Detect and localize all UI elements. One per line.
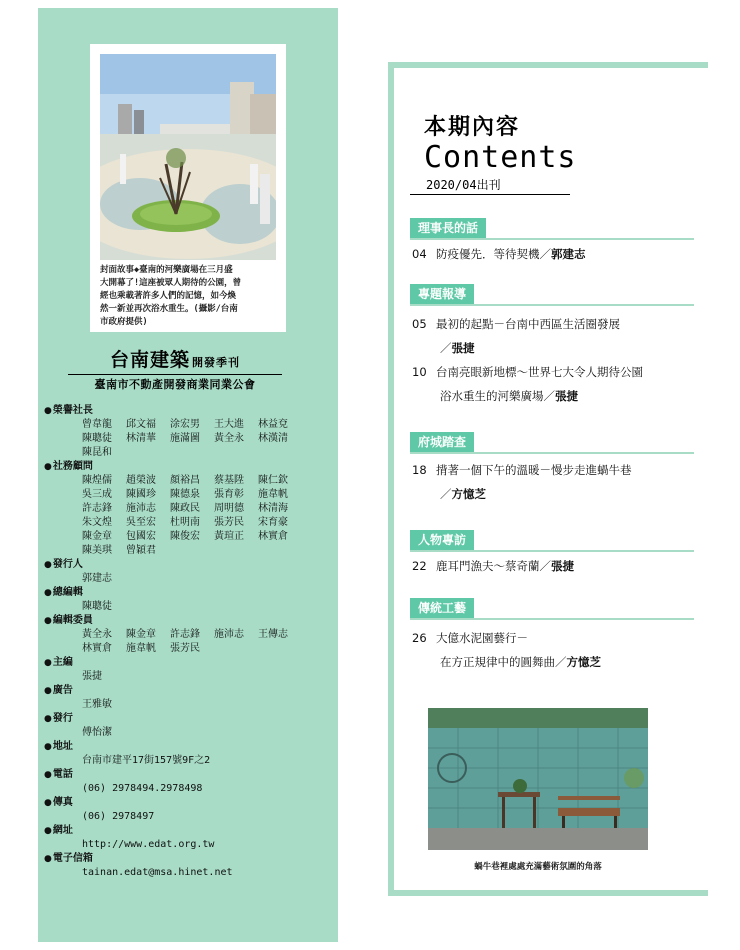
staff-name: 林實倉	[82, 643, 112, 654]
toc-entry[interactable]	[412, 630, 528, 646]
section-tag: 府城踏查	[410, 432, 474, 452]
staff-role: ● 發行人	[44, 558, 294, 572]
staff-name: 許志鋒	[82, 503, 112, 514]
entry-author: 張捷	[555, 389, 578, 403]
staff-list	[44, 404, 294, 880]
toc-entry[interactable]	[412, 462, 632, 478]
staff-name: 朱文煌	[82, 517, 112, 528]
cover-caption: 封面故事◆臺南的河樂廣場在三月盛 大開幕了!這座被眾人期待的公園，曾 經也乘載著許多人們的記憶，如今煥 然一新並再次浴水重生。(攝影/台南 市政府提供)	[100, 265, 242, 327]
page-number: 10	[412, 365, 427, 379]
staff-names	[44, 474, 294, 558]
contents-title-zh: 本期內容	[424, 115, 521, 140]
section-divider	[410, 304, 694, 306]
section-divider	[410, 238, 694, 240]
entry-title: 鹿耳門漁夫～蔡奇蘭／	[436, 559, 551, 573]
staff-name: 顏裕昌	[170, 475, 200, 486]
section-tag: 理事長的話	[410, 218, 486, 238]
staff-name: 王雅敏	[82, 699, 112, 710]
staff-name: 陳昆和	[82, 447, 112, 458]
cover-photo-frame	[90, 44, 286, 332]
staff-name: 林益兗	[258, 419, 288, 430]
staff-name: 陳國珍	[126, 489, 156, 500]
magazine-title-text: 台南建築	[109, 349, 190, 371]
fax-value: (06) 2978497	[82, 811, 155, 822]
alley-photo-caption: 蝸牛巷裡處處充滿藝術氛圍的角落	[474, 862, 602, 872]
toc-entry[interactable]	[412, 364, 643, 380]
staff-name: 曾穎君	[126, 545, 156, 556]
staff-names	[44, 572, 294, 586]
section-divider	[410, 452, 694, 454]
entry-author: 張捷	[451, 341, 475, 355]
staff-name: 曾韋龍	[82, 419, 112, 430]
address-value: 台南市建平17街157號9F之2	[82, 755, 211, 766]
contact-role: ● 電子信箱	[44, 852, 294, 866]
staff-name: 黃全永	[214, 433, 244, 444]
staff-names	[44, 628, 294, 656]
staff-name: 施沛志	[126, 503, 156, 514]
entry-title: 大億水泥園藝行－	[436, 631, 528, 645]
staff-name: 宋育豪	[258, 517, 288, 528]
page-number: 26	[412, 631, 427, 645]
staff-name: 蔡基陞	[214, 475, 244, 486]
page-number: 18	[412, 463, 427, 477]
staff-name: 施韋帆	[258, 489, 288, 500]
staff-role: ● 主編	[44, 656, 294, 670]
staff-name: 陳仁欽	[258, 475, 288, 486]
staff-role: ● 社務顧問	[44, 460, 294, 474]
staff-name: 陳聰徒	[82, 601, 112, 612]
entry-subtitle: 在方正規律中的圓舞曲／	[440, 655, 567, 669]
staff-name: 陳政民	[170, 503, 200, 514]
section-tag: 人物專訪	[410, 530, 474, 550]
entry-author: 方憶芝	[451, 487, 486, 501]
staff-name: 趙榮波	[126, 475, 156, 486]
staff-names	[44, 726, 294, 740]
staff-name: 施韋帆	[126, 643, 156, 654]
association-name: 臺南市不動產開發商業同業公會	[94, 378, 256, 391]
contents-panel	[388, 62, 708, 896]
staff-name: 林清華	[126, 433, 156, 444]
staff-name: 黃瑄正	[214, 531, 244, 542]
staff-name: 陳金章	[82, 531, 112, 542]
staff-name: 陳煌儒	[82, 475, 112, 486]
staff-name: 林漢清	[258, 433, 288, 444]
toc-entry[interactable]	[412, 558, 574, 574]
staff-names	[44, 698, 294, 712]
staff-role: ● 編輯委員	[44, 614, 294, 628]
email-link[interactable]: tainan.edat@msa.hinet.net	[82, 867, 233, 878]
staff-name: 包國宏	[126, 531, 156, 542]
staff-name: 張芳民	[214, 517, 244, 528]
entry-author: 方憶芝	[566, 655, 601, 669]
alley-photo	[428, 708, 648, 850]
entry-subtitle: 浴水重生的河樂廣場／	[440, 389, 555, 403]
staff-name: 黃全永	[82, 629, 112, 640]
entry-title: 最初的起點－台南中西區生活圈發展	[436, 317, 620, 331]
staff-name: 施沛志	[214, 629, 244, 640]
staff-name: 陳美琪	[82, 545, 112, 556]
section-tag: 傳統工藝	[410, 598, 474, 618]
entry-title: 台南亮眼新地標～世界七大令人期待公園	[436, 365, 643, 379]
staff-name: 傅怡潔	[82, 727, 112, 738]
staff-name: 陳聰徒	[82, 433, 112, 444]
entry-slash: ／	[440, 487, 452, 501]
staff-role: ● 總編輯	[44, 586, 294, 600]
page-number: 22	[412, 559, 427, 573]
staff-name: 張育彰	[214, 489, 244, 500]
contact-role: ● 地址	[44, 740, 294, 754]
contact-role: ● 電話	[44, 768, 294, 782]
masthead-divider	[68, 374, 282, 375]
staff-name: 林清海	[258, 503, 288, 514]
phone-value: (06) 2978494.2978498	[82, 783, 203, 794]
toc-entry-continued	[440, 340, 475, 356]
section-divider	[410, 550, 694, 552]
staff-name: 杜明南	[170, 517, 200, 528]
staff-names	[44, 600, 294, 614]
magazine-subtitle: 開發季刊	[192, 356, 240, 369]
toc-entry[interactable]	[412, 316, 620, 332]
entry-title: 揹著一個下午的溫暖－慢步走進蝸牛巷	[436, 463, 632, 477]
contents-title-en: Contents	[424, 140, 577, 175]
title-divider	[410, 194, 570, 195]
masthead	[60, 345, 290, 392]
staff-name: 張捷	[82, 671, 102, 682]
page-number: 04	[412, 247, 427, 261]
entry-author: 張捷	[551, 559, 574, 573]
staff-role: ● 廣告	[44, 684, 294, 698]
section-divider	[410, 618, 694, 620]
staff-names	[44, 418, 294, 460]
cover-photo	[100, 54, 276, 260]
section-tag: 專題報導	[410, 284, 474, 304]
staff-name: 陳德泉	[170, 489, 200, 500]
staff-name: 張芳民	[170, 643, 200, 654]
magazine-title	[60, 345, 290, 372]
website-link[interactable]: http://www.edat.org.tw	[82, 839, 215, 850]
staff-name: 吳三成	[82, 489, 112, 500]
staff-name: 吳至宏	[126, 517, 156, 528]
contact-role: ● 傳真	[44, 796, 294, 810]
staff-name: 郭建志	[82, 573, 112, 584]
toc-entry[interactable]	[412, 246, 586, 262]
contact-role: ● 網址	[44, 824, 294, 838]
staff-name: 施滿圖	[170, 433, 200, 444]
toc-entry-continued	[440, 486, 486, 502]
staff-name: 許志鋒	[170, 629, 200, 640]
staff-name: 林實倉	[258, 531, 288, 542]
staff-name: 邱文福	[126, 419, 156, 430]
staff-name: 王大進	[214, 419, 244, 430]
entry-title: 防疫優先．等待契機／	[436, 247, 551, 261]
staff-name: 涂宏男	[170, 419, 200, 430]
staff-name: 周明德	[214, 503, 244, 514]
staff-role: ● 發行	[44, 712, 294, 726]
entry-slash: ／	[440, 341, 452, 355]
toc-entry-continued	[440, 654, 601, 670]
entry-author: 郭建志	[551, 247, 586, 261]
staff-name: 王傳志	[258, 629, 288, 640]
staff-name: 陳俊宏	[170, 531, 200, 542]
staff-name: 陳金章	[126, 629, 156, 640]
staff-role: ● 榮譽社長	[44, 404, 294, 418]
issue-date: 2020/04出刊	[426, 178, 501, 192]
staff-names	[44, 670, 294, 684]
page-number: 05	[412, 317, 427, 331]
toc-entry-continued	[440, 388, 578, 404]
